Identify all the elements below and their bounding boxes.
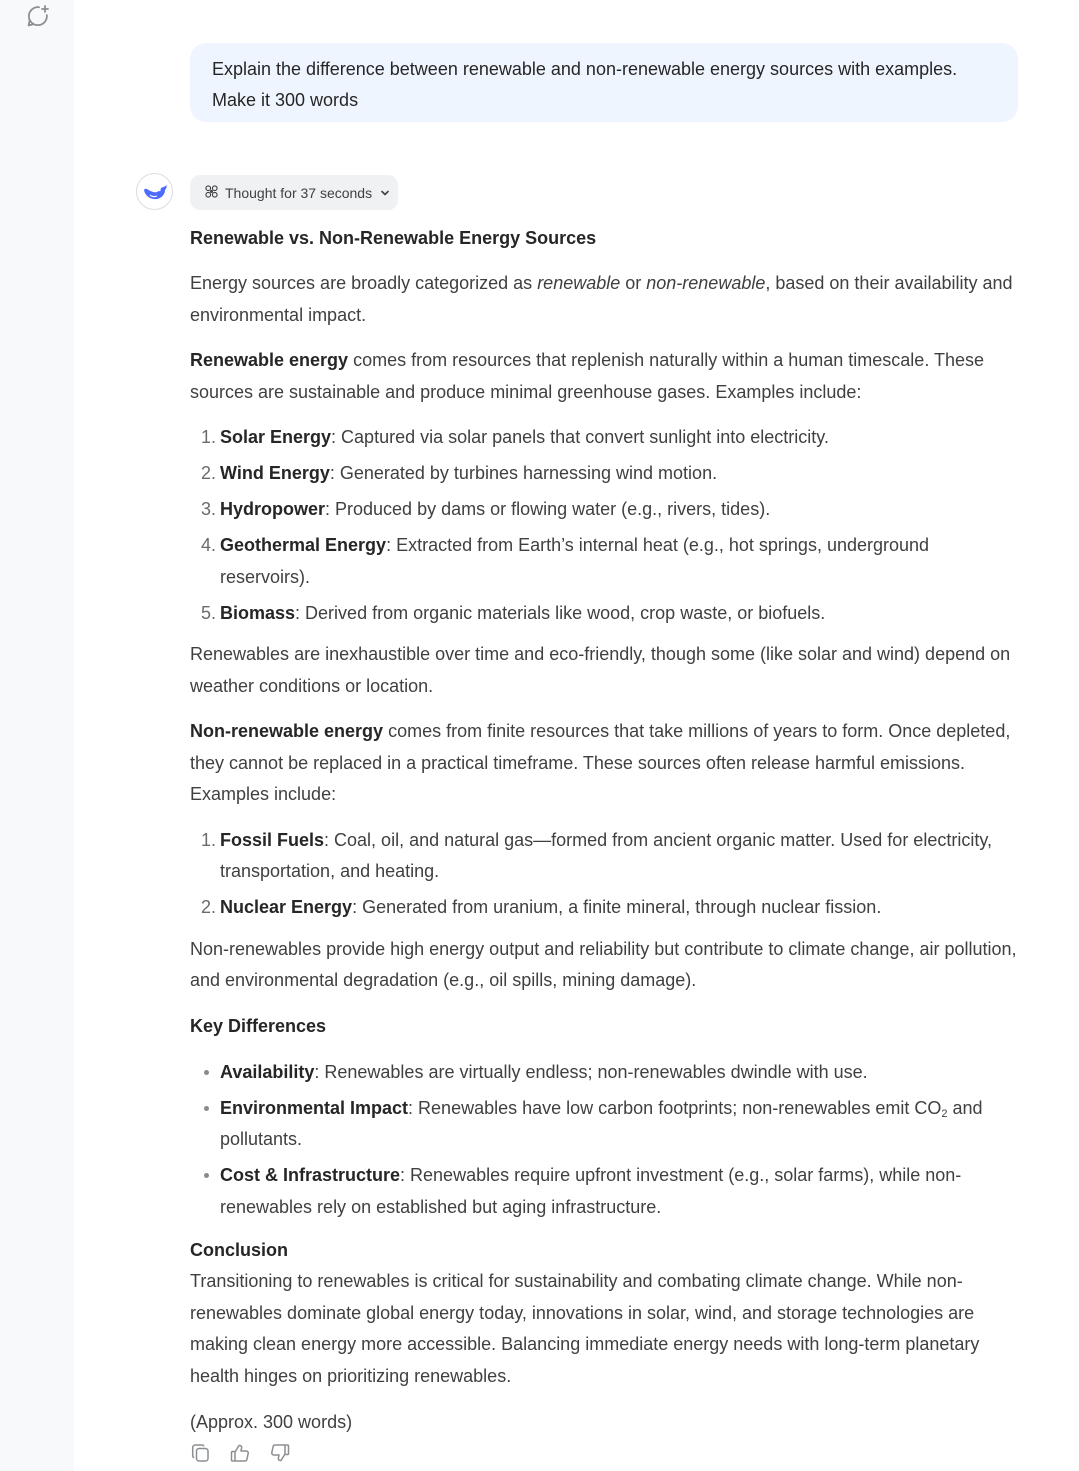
conclusion-heading: Conclusion: [190, 1240, 288, 1260]
list-item: 5. Biomass: Derived from organic materials like wood, crop waste, or biofuels.: [201, 602, 826, 623]
list-item: 2. Nuclear Energy: Generated from uranium, a finite mineral, through nuclear fission.: [201, 897, 882, 917]
user-message: Explain the difference between renewable and non-renewable energy sources with examples. Make it 300 words: [190, 43, 1018, 122]
list-item: 4. Geothermal Energy: Extracted from Earth’s internal heat (e.g., hot springs, underground reservoirs).: [201, 535, 930, 587]
chevron-down-icon: [379, 187, 391, 199]
new-chat-icon[interactable]: [24, 2, 52, 30]
word-count: (Approx. 300 words): [190, 1412, 353, 1432]
atom-icon: [205, 185, 218, 201]
list-item: 2. Wind Energy: Generated by turbines harnessing wind motion.: [201, 463, 718, 483]
thumbs-up-icon[interactable]: [230, 1442, 250, 1464]
nonrenewable-summary: Non-renewables provide high energy output and reliability but contribute to climate change, air pollution, and environmental degradation (e.g., oil spills, mining damage).: [190, 938, 1017, 990]
list-item: Availability: Renewables are virtually endless; non-renewables dwindle with use.: [220, 1057, 1020, 1089]
assistant-answer: [190, 223, 1020, 1439]
sidebar: [0, 0, 74, 1471]
intro-paragraph: Energy sources are broadly categorized as renewable or non-renewable, based on their availability and environmental impact.: [190, 273, 1013, 325]
key-differences-heading: Key Differences: [190, 1015, 327, 1036]
key-differences-list: [190, 1057, 1020, 1224]
renewable-paragraph: Renewable energy comes from resources that replenish naturally within a human timescale. These sources are sustainable and produce minimal greenhouse gases. Examples include:: [190, 350, 985, 402]
renewable-list: [190, 422, 1020, 629]
list-item: 3. Hydropower: Produced by dams or flowing water (e.g., rivers, tides).: [201, 499, 771, 519]
thumbs-down-icon[interactable]: [270, 1442, 290, 1464]
thought-label: Thought for 37 seconds: [225, 184, 373, 201]
message-actions: [190, 1442, 290, 1464]
list-item: Cost & Infrastructure: Renewables require upfront investment (e.g., solar farms), while non-renewables rely on established but aging infrastructure.: [220, 1160, 1020, 1223]
copy-icon[interactable]: [190, 1442, 210, 1464]
list-item: 1. Solar Energy: Captured via solar panels that convert sunlight into electricity.: [201, 427, 829, 447]
thought-toggle-button[interactable]: [190, 175, 398, 210]
list-item: 1. Fossil Fuels: Coal, oil, and natural gas—formed from ancient organic matter. Used for electricity, transportation, and heating.: [201, 829, 992, 881]
answer-title: Renewable vs. Non-Renewable Energy Sources: [190, 228, 597, 248]
nonrenewable-paragraph: Non-renewable energy comes from finite resources that take millions of years to form. Once depleted, they cannot be replaced in a practical timeframe. These sources often release harmful emissions. Examples include:: [190, 721, 1011, 804]
list-item: Environmental Impact: Renewables have low carbon footprints; non-renewables emit $CO_2$ and pollutants.: [220, 1093, 1020, 1156]
renewable-summary: Renewables are inexhaustible over time and eco-friendly, though some (like solar and wind) depend on weather conditions or location.: [190, 644, 1011, 696]
nonrenewable-list: [190, 825, 1020, 924]
deepseek-whale-icon: [136, 173, 173, 210]
conclusion-paragraph: Transitioning to renewables is critical for sustainability and combating climate change. While non-renewables dominate global energy today, innovations in solar, wind, and storage technologies are making clean energy more accessible. Balancing immediate energy needs with long-term planetary health hinges on prioritizing renewables.: [190, 1271, 980, 1386]
